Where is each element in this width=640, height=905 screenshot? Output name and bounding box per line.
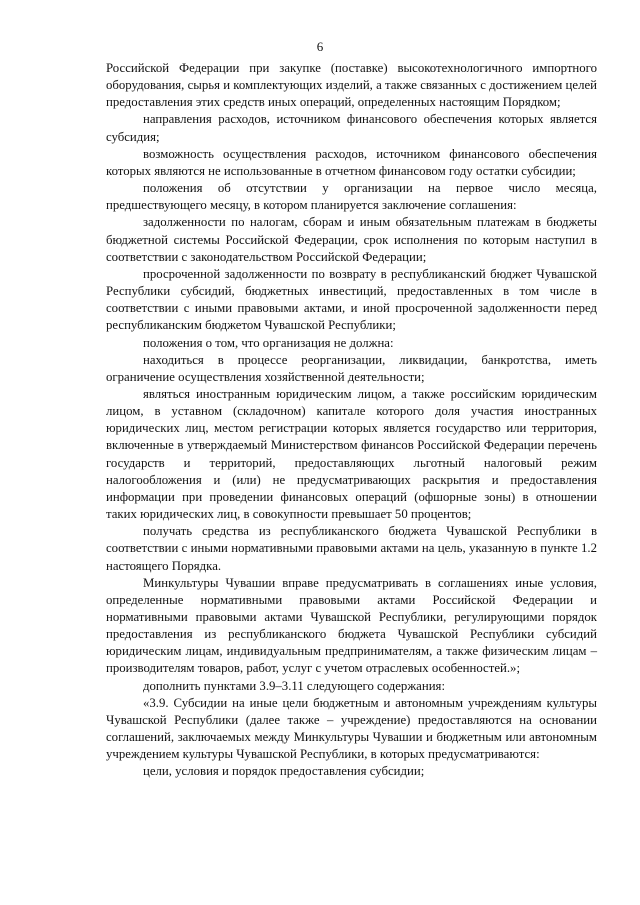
paragraph: Российской Федерации при закупке (поставке) высокотехнологичного импортного оборудования, сырья и комплектующих изделий, а также связанных с достижением целей предоставления этих средств иных операций, определенных настоящим Порядком; [106,61,597,110]
paragraph: цели, условия и порядок предоставления субсидии; [143,764,425,779]
page-number: 6 [316,39,324,54]
paragraph: находиться в процессе реорганизации, ликвидации, банкротства, иметь ограничение осуществления хозяйственной деятельности; [106,352,597,384]
document-body [106,60,597,781]
paragraph: положения о том, что организация не должна: [143,335,394,350]
paragraph: просроченной задолженности по возврату в республиканский бюджет Чувашской Республики субсидий, бюджетных инвестиций, предоставленных в том числе в соответствии с иными правовыми актами, и иной просроченной задолженности перед республиканским бюджетом Чувашской Республики; [106,266,597,333]
paragraph: являться иностранным юридическим лицом, а также российским юридическим лицом, в уставном (складочном) капитале которого доля участия иностранных юридических лиц, местом регистрации которых является государство или территория, включенные в утверждаемый Министерством финансов Российской Федерации перечень государств и территорий, предоставляющих льготный налоговый режим налогообложения и (или) не предусматривающих раскрытия и предоставления информации при проведении финансовых операций (офшорные зоны) в отношении таких юридических лиц, в совокупности превышает 50 процентов; [106,386,597,522]
paragraph: получать средства из республиканского бюджета Чувашской Республики в соответствии с иными нормативными правовыми актами на цель, указанную в пункте 1.2 настоящего Порядка. [106,524,597,573]
paragraph: задолженности по налогам, сборам и иным обязательным платежам в бюджеты бюджетной системы Российской Федерации, срок исполнения по которым наступил в соответствии с законодательством Российской Федерации; [106,215,597,264]
paragraph: возможность осуществления расходов, источником финансового обеспечения которых являются не использованные в отчетном финансовом году остатки субсидии; [106,146,597,178]
paragraph: Минкультуры Чувашии вправе предусматривать в соглашениях иные условия, определенные нормативными правовыми актами Российской Федерации и нормативными правовыми актами Чувашской Республики, регулирующими порядок предоставления из республиканского бюджета Чувашской Республики субсидий юридическим лицам, индивидуальным предпринимателям, а также физическим лицам – производителям товаров, работ, услуг с учетом отраслевых особенностей.»; [106,575,597,676]
paragraph: дополнить пунктами 3.9–3.11 следующего содержания: [143,678,445,693]
paragraph: положения об отсутствии у организации на первое число месяца, предшествующего месяцу, в котором планируется заключение соглашения: [106,181,597,213]
paragraph: «3.9. Субсидии на иные цели бюджетным и автономным учреждениям культуры Чувашской Республики (далее также – учреждение) предоставляются на основании соглашений, заключаемых между Минкультуры Чувашии и бюджетным или автономным учреждением культуры Чувашской Республики, в которых предусматриваются: [106,695,597,762]
paragraph: направления расходов, источником финансового обеспечения которых является субсидия; [106,112,597,144]
